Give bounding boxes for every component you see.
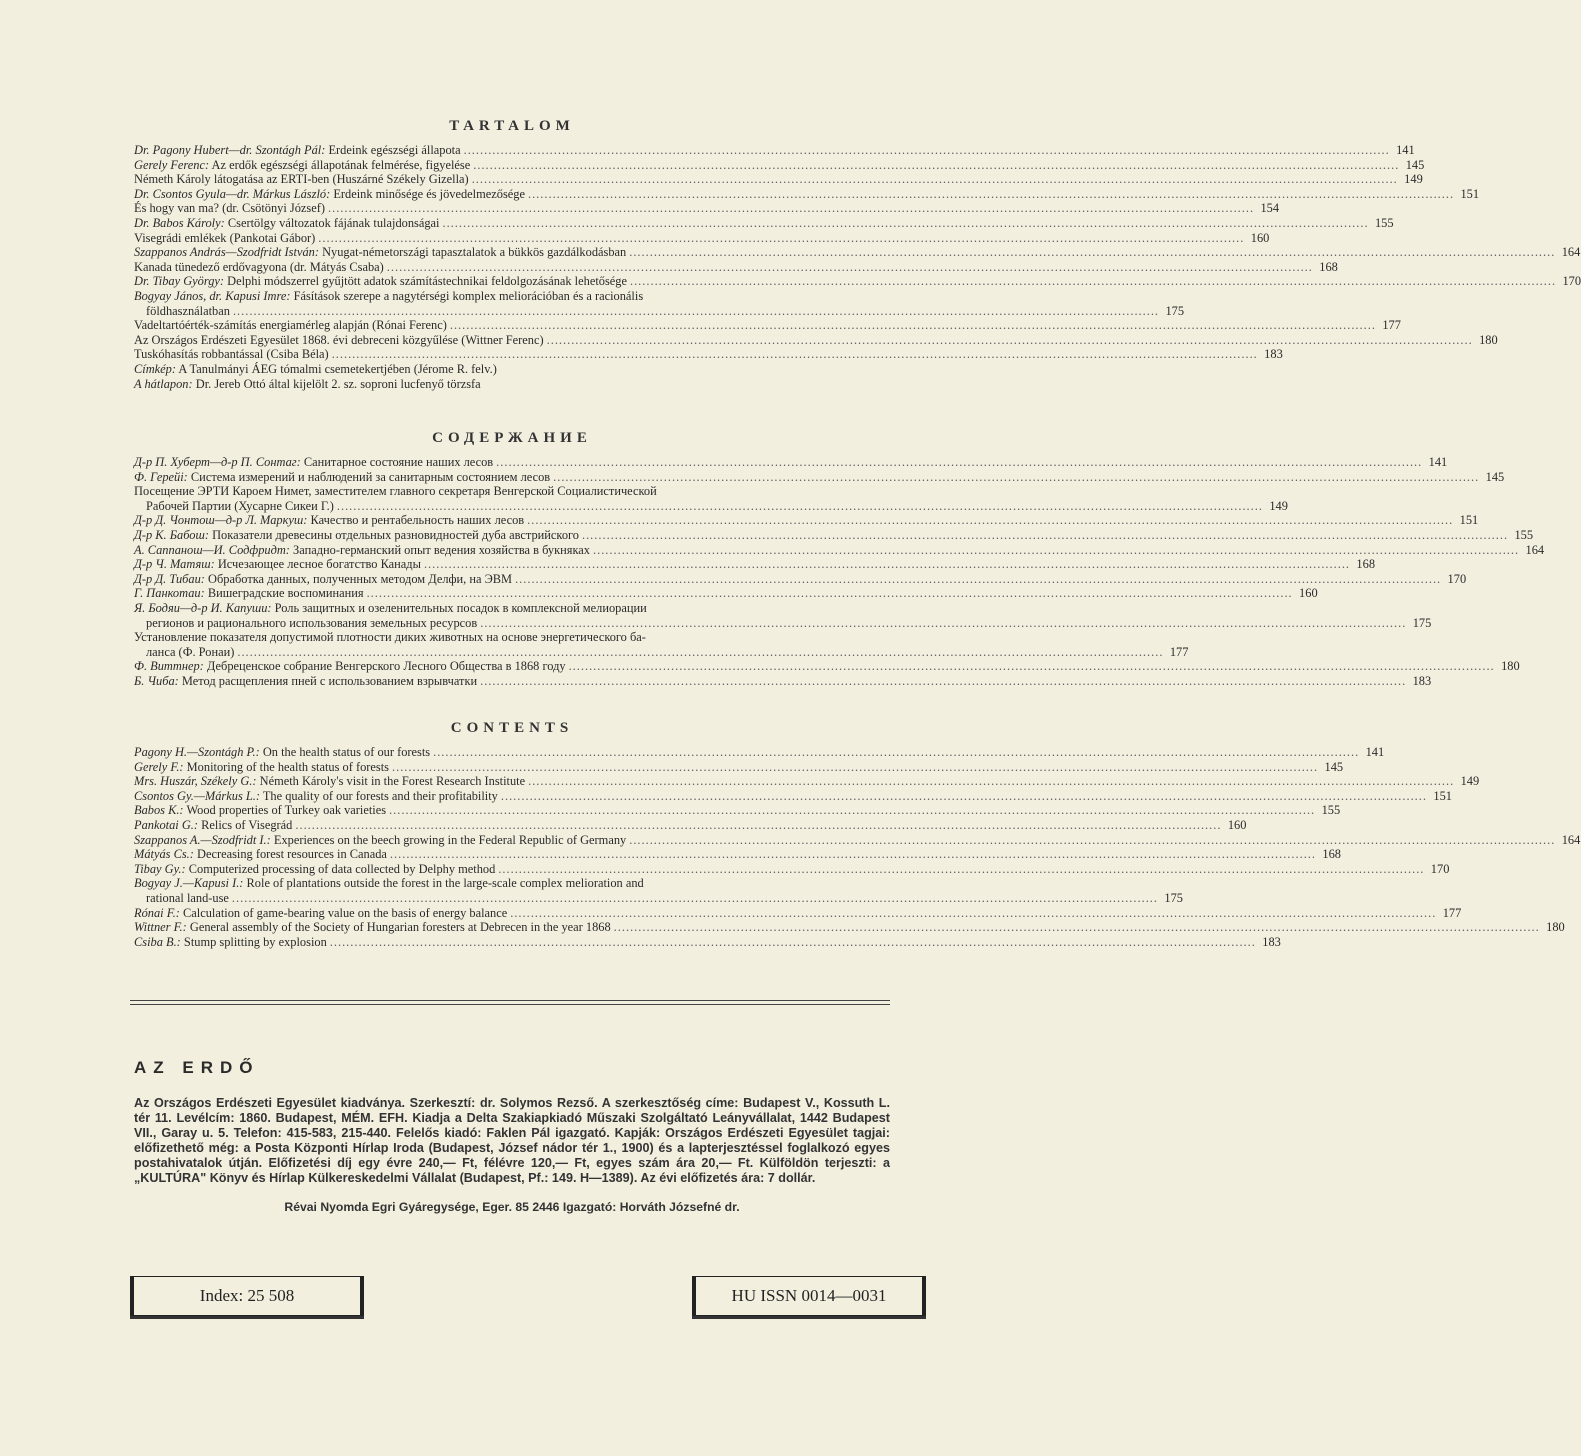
dot-leader [498,862,1424,877]
toc-entry [134,745,1385,760]
toc-entry [134,817,1247,833]
toc-entry [134,832,1581,848]
toc-author: Bogyay János, dr. Kapusi Imre: [134,288,291,303]
toc-title: Az Országos Erdészeti Egyesület 1868. évi debreceni közgyűlése (Wittner Ferenc) [134,332,544,347]
issn-text: HU ISSN 0014—0031 [731,1286,887,1305]
toc-page-number: 183 [1412,673,1432,688]
dot-leader [330,935,1256,950]
dot-leader [389,803,1315,818]
toc-author: Rónai F.: [134,905,180,920]
toc-author: Pagony H.—Szontágh P.: [134,745,260,759]
toc-page-number: 149 [1269,498,1288,513]
toc-title: Relics of Visegrád [201,817,293,832]
toc-page-number: 177 [1442,905,1462,920]
index-number-box [130,1276,364,1316]
section-title-contents: CONTENTS [450,720,574,736]
dot-leader [392,760,1318,775]
toc-entry [134,861,1450,877]
toc-page-number: 180 [1546,920,1565,935]
toc-title: General assembly of the Society of Hungarian foresters at Debrecen in the year 1868 [189,920,611,935]
divider-rule [130,1000,890,1001]
imprint-block [134,1058,890,1215]
section-title-soderzhanie: СОДЕРЖАНИЕ [432,430,592,446]
toc-author: Szappanos András—Szodfridt István: [134,245,319,260]
toc-title: Vadeltartóérték-számítás energiamérleg alapján (Rónai Ferenc) [134,318,447,333]
toc-entry [134,803,1341,818]
toc-page-number: 145 [1324,759,1344,774]
dot-leader [501,789,1427,804]
dot-leader [630,274,1556,289]
toc-entry [134,288,1185,318]
dot-leader [337,499,1263,514]
toc-author: Д-р Д. Чонтош—д-р Л. Маркуш: [134,513,308,528]
cover-note-label: Címkép: [134,361,176,376]
dot-leader [480,674,1406,689]
toc-page-number: 149 [1460,774,1480,789]
toc-title: Посещение ЭРТИ Кароем Нимет, заместителем главного секретаря Венгерской Социалистической [134,484,657,499]
dot-leader [569,659,1495,674]
toc-entry [134,557,1376,572]
toc-author: Д-р Ч. Матяш: [134,557,215,572]
toc-title: És hogy van ma? (dr. Csötönyi József) [134,201,325,216]
toc-title: Delphi módszerrel gyűjtött adatok számítástechnikai feldolgozásának lehetősége [227,274,627,289]
imprint-paragraph: Az Országos Erdészeti Egyesület kiadványa. Szerkesztí: dr. Solymos Rezső. A szerkesztőség címe: Budapest V., Kossuth L. tér 11. Levélcím: 1860. Budapest, MÉM. EFH. Kiadja a Delta Szakiapkiadó Műszaki Szolgáltató Leányvállalat, 1442 Budapest VII., Garay u. 5. Telefon: 415-583, 215-440. Felelős kiadó: Faklen Pál igazgató. Kapják: Országos Erdészeti Egyesület tagjai: előfizethető még: a Posta Központi Hírlap Iroda (Budapest, József nádor tér 1., 1900) és a lapterjesztéssel foglalkozó egyes postahivatalok útján. Előfizetési díj egy évre 240,— Ft, félévre 120,— Ft, egyes szám ára 20,— Ft. Külföldön terjeszti: a „KULTÚRA" Könyv és Hírlap Külkereskedelmi Vállalat (Budapest, Pf.: 149. H—1389). Az évi előfizetés ára: 7 dollár. [134,1096,890,1185]
toc-title-continuation: rational land-use [146,890,229,905]
toc-title: Erdeink egészségi állapota [328,143,461,157]
dot-leader [424,557,1350,572]
toc-page-number: 145 [1405,157,1425,172]
dot-leader [629,245,1555,260]
dot-leader [527,513,1453,528]
toc-title: Метод расщепления пней с использованием взрывчатки [181,673,478,688]
masthead-title: AZ ERDŐ [134,1058,260,1077]
toc-author: Ф. Герейi: [134,469,188,484]
toc-entry [134,600,1432,630]
toc-title: Вишеградские воспоминания [207,586,364,601]
toc-title: Качество и рентабельность наших лесов [310,513,525,528]
toc-page-number: 168 [1322,847,1341,862]
toc-title: Установление показателя допустимой плотности диких животных на основе энергетического ба- [134,630,646,645]
toc-author: Bogyay J.—Kapusi I.: [134,876,244,891]
dot-leader [480,616,1406,631]
toc-entry [134,513,1479,528]
toc-entry [134,157,1425,173]
dot-leader [510,906,1436,921]
toc-title: Санитарное состояние наших лесов [303,455,494,469]
toc-entry [134,332,1498,348]
toc-author: Csiba B.: [134,934,181,949]
toc-author: Wittner F.: [134,920,187,935]
toc-author: Szappanos A.—Szodfridt I.: [134,832,271,847]
toc-page-number: 149 [1404,172,1423,187]
toc-page-number: 151 [1433,788,1452,803]
toc-author: Pankotai G.: [134,817,199,832]
toc-entry [134,542,1545,558]
toc-author: Д-р П. Хуберт—д-р П. Сонтаг: [134,455,301,469]
toc-page-number: 168 [1356,557,1376,572]
toc-author: Gerely Ferenc: [134,157,210,172]
toc-entry [134,630,1189,659]
toc-entry [134,659,1520,674]
toc-author: Mrs. Huszár, Székely G.: [134,774,257,789]
dot-leader [433,745,1359,760]
toc-entry [134,230,1270,246]
dot-leader [528,187,1454,202]
toc-author: Mátyás Cs.: [134,847,194,862]
toc-page-number: 170 [1447,571,1467,586]
dot-leader [232,891,1158,906]
toc-entry [134,186,1480,202]
toc-entry [134,759,1344,775]
printer-line: Révai Nyomda Egri Gyáregysége, Eger. 85 2446 Igazgató: Horváth Józsefné dr. [284,1200,740,1214]
toc-title: The quality of our forests and their profitability [262,788,498,803]
dot-leader [387,260,1313,275]
dot-leader [295,818,1221,833]
toc-page-number: 151 [1459,513,1479,528]
toc-entry-line [134,630,890,645]
toc-page-number: 177 [1169,644,1189,659]
toc-page-number: 175 [1164,890,1183,905]
toc-author: Ф. Виттнер: [134,659,204,674]
toc-list-hungarian [134,143,1581,362]
dot-leader [472,172,1398,187]
contents-hungarian [134,118,1581,391]
toc-title: On the health status of our forests [262,745,431,759]
toc-page-number: 170 [1562,274,1581,289]
cover-note-text: A Tanulmányi ÁEG tómalmi csemetekertjében (Jérome R. felv.) [178,361,497,376]
dot-leader [547,333,1473,348]
dot-leader [233,304,1159,319]
dot-leader [473,158,1399,173]
dot-leader [496,455,1422,470]
dot-leader [367,586,1293,601]
toc-entry [134,905,1462,921]
dot-leader [582,528,1508,543]
toc-entry [134,469,1505,485]
dot-leader [390,847,1316,862]
toc-title: Fásítások szerepe a nagytérségi komplex meliorációban és a racionális [293,288,644,303]
dot-leader [593,543,1519,558]
toc-title: Роль защитных и озеленительных посадок в комплексной мелиорации [274,600,647,615]
toc-page-number: 170 [1430,861,1450,876]
toc-author: Д-р К. Бабош: [134,527,209,542]
toc-author: Д-р Д. Тибаи: [134,571,205,586]
toc-author: Dr. Babos Károly: [134,215,225,230]
toc-page-number: 145 [1485,469,1505,484]
toc-entry [134,318,1401,333]
toc-entry-line [134,601,890,616]
toc-page-number: 164 [1525,542,1545,557]
toc-author: Csontos Gy.—Márkus L.: [134,788,260,803]
toc-entry [134,245,1581,260]
issn-box [692,1276,926,1316]
toc-author: Dr. Tibay György: [134,274,225,289]
toc-title: Erdeink minősége és jövedelmezősége [333,186,525,201]
toc-notes-hungarian [134,362,890,391]
toc-author: А. Саппанош—И. Содфридт: [134,542,290,557]
toc-entry [134,484,1288,513]
contents-english [134,720,1581,949]
toc-entry [134,920,1565,935]
toc-author: Я. Бодяи—д-р И. Капуши: [134,600,272,615]
dot-leader [515,572,1441,587]
toc-entry [134,215,1394,231]
divider-rule-2 [130,1004,890,1005]
toc-title: Западно-германский опыт ведения хозяйства в букняках [293,542,591,557]
toc-page-number: 141 [1396,143,1415,157]
toc-title: Обработка данных, полученных методом Делфи, на ЭВМ [208,571,513,586]
toc-page-number: 168 [1319,259,1338,274]
toc-page-number: 164 [1561,245,1581,260]
toc-entry [134,774,1480,789]
dot-leader [629,833,1555,848]
toc-author: Dr. Csontos Gyula—dr. Márkus László: [134,186,331,201]
toc-title: Tuskóhasítás robbantással (Csiba Béla) [134,347,329,362]
toc-entry [134,347,1283,362]
toc-author: Б. Чиба: [134,673,179,688]
toc-title-continuation: földhasználatban [146,303,230,318]
index-number-text: Index: 25 508 [199,1286,295,1305]
toc-entry-line [134,484,890,499]
dot-leader [328,201,1254,216]
toc-list-russian [134,455,1545,689]
toc-entry [134,527,1534,543]
toc-entry [134,143,1415,158]
toc-page-number: 180 [1501,659,1520,674]
toc-page-number: 141 [1428,455,1448,469]
toc-page-number: 141 [1365,745,1385,759]
toc-entry [134,788,1452,804]
toc-author: Gerely F.: [134,759,184,774]
toc-title: Experiences on the beech growing in the Federal Republic of Germany [273,832,627,847]
toc-title: Visegrádi emlékek (Pankotai Gábor) [134,230,316,245]
toc-title: Исчезающее лесное богатство Канады [217,557,421,572]
toc-title: Csertölgy változatok fájának tulajdonságai [227,215,440,230]
toc-page-number: 177 [1382,318,1401,333]
toc-page-number: 151 [1460,186,1480,201]
dot-leader [553,470,1479,485]
dot-leader [464,143,1390,158]
toc-entry-line [134,289,890,304]
toc-author: Tibay Gy.: [134,861,186,876]
toc-title: Дебреценское собрание Венгерского Лесного Общества в 1868 году [206,659,566,674]
toc-title-continuation: ланса (Ф. Ронаи) [146,644,235,659]
cover-note-label: A hátlapon: [134,376,193,391]
toc-title: Az erdők egészségi állapotának felmérése, figyelése [211,157,471,172]
toc-author: Г. Панкотаи: [134,586,205,601]
toc-title: Wood properties of Turkey oak varieties [186,803,387,818]
toc-title: Computerized processing of data collected by Delphy method [188,861,496,876]
toc-page-number: 183 [1262,934,1281,949]
toc-entry [134,586,1318,601]
toc-title: Decreasing forest resources in Canada [197,847,387,862]
toc-author: Babos K.: [134,803,184,818]
toc-author: Dr. Pagony Hubert—dr. Szontágh Pál: [134,143,326,157]
toc-entry [134,847,1341,862]
toc-title: Németh Károly látogatása az ERTI-ben (Huszárné Székely Gizella) [134,172,469,187]
cover-note [134,377,890,392]
toc-page-number: 175 [1412,615,1432,630]
toc-entry [134,274,1581,289]
toc-title: Stump splitting by explosion [183,934,327,949]
toc-page-number: 155 [1514,527,1534,542]
toc-page-number: 155 [1374,215,1394,230]
toc-title: Monitoring of the health status of forests [186,759,390,774]
toc-page-number: 155 [1321,803,1341,818]
toc-page-number: 164 [1561,832,1581,847]
toc-entry [134,673,1432,689]
dot-leader [450,318,1376,333]
toc-title: Role of plantations outside the forest in the large-scale complex melioration and [246,876,644,891]
toc-page-number: 160 [1299,586,1318,601]
contents-russian [134,430,1545,689]
dot-leader [614,920,1540,935]
dot-leader [442,216,1368,231]
toc-entry [134,455,1448,470]
toc-title: Nyugat-németországi tapasztalatok a bükkös gazdálkodásban [322,245,627,260]
dot-leader [528,774,1454,789]
cover-note-text: Dr. Jereb Ottó által kijelölt 2. sz. soproni lucfenyő törzsfa [195,376,481,391]
toc-page-number: 160 [1250,230,1270,245]
toc-list-english [134,745,1581,949]
toc-title: Система измерений и наблюдений за санитарным состоянием лесов [190,469,551,484]
dot-leader [237,645,1163,660]
toc-title: Показатели древесины отдельных разновидностей дуба австрийского [212,527,579,542]
toc-title: Németh Károly's visit in the Forest Research Institute [259,774,526,789]
toc-entry [134,172,1423,187]
toc-entry [134,259,1338,275]
toc-entry [134,571,1467,587]
toc-entry-line [134,876,890,891]
toc-entry [134,201,1280,216]
toc-page-number: 180 [1479,332,1498,347]
toc-page-number: 175 [1165,303,1185,318]
dot-leader [332,347,1258,362]
toc-page-number: 154 [1260,201,1280,216]
toc-page-number: 183 [1264,347,1283,362]
toc-entry [134,876,1183,905]
toc-entry [134,934,1281,950]
dot-leader [318,231,1244,246]
toc-page-number: 160 [1227,817,1247,832]
toc-title-continuation: регионов и рационального использования земельных ресурсов [146,615,478,630]
toc-title: Calculation of game-bearing value on the basis of energy balance [183,905,508,920]
section-title-tartalom: TARTALOM [449,118,575,134]
toc-title: Kanada tünedező erdővagyona (dr. Mátyás Csaba) [134,259,384,274]
toc-title-continuation: Рабочей Партии (Хусарне Сикеи Г.) [146,498,334,513]
cover-note [134,362,890,377]
